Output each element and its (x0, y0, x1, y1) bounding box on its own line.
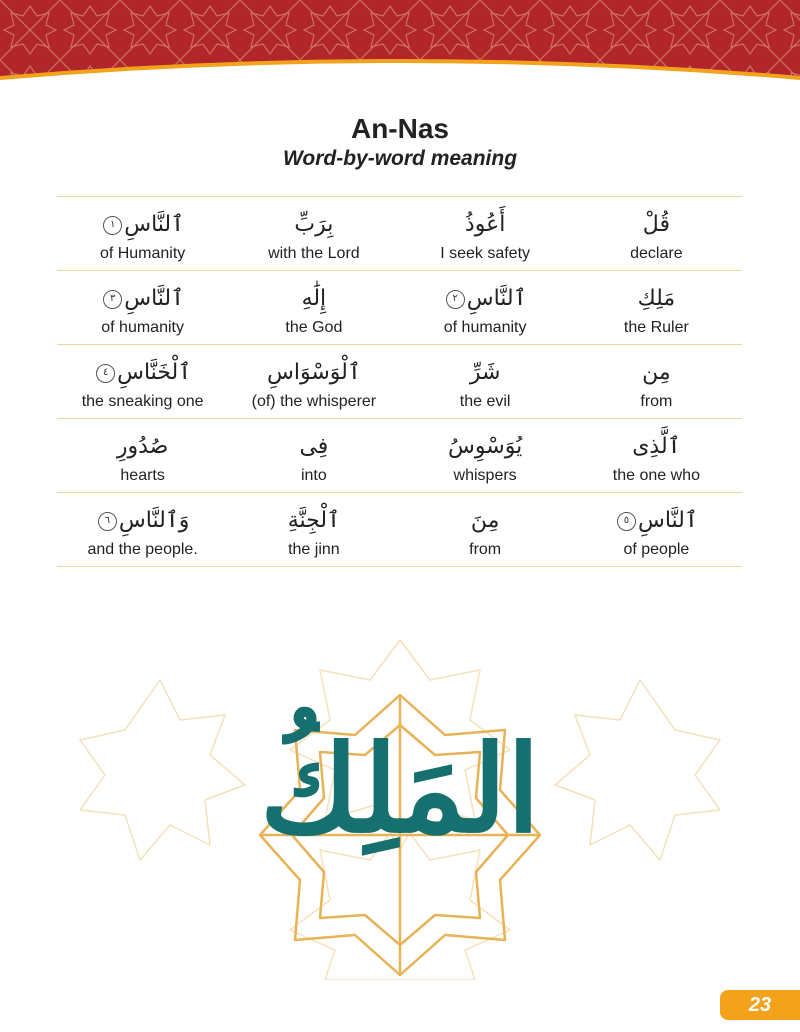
english-meaning: the Ruler (623, 319, 689, 336)
english-meaning: the evil (459, 393, 511, 410)
arabic-word: مِن (642, 360, 671, 385)
english-meaning: and the people. (87, 541, 198, 558)
word-cell (571, 197, 742, 270)
english-meaning: into (300, 467, 327, 484)
arabic-word: بِرَبِّ (294, 212, 334, 237)
word-cell (571, 419, 742, 492)
arabic-word: ٱلَّذِى (632, 434, 681, 459)
arabic-word: ٱلْخَنَّاسِ (117, 360, 192, 385)
word-cell (228, 493, 399, 566)
calligraphy-al-malik: المَلِكُ (259, 719, 541, 860)
arabic-word: أَعُوذُ (464, 212, 506, 237)
verse-number-icon: ٣ (103, 290, 122, 309)
english-meaning: of humanity (443, 319, 527, 336)
word-cell (57, 345, 228, 418)
verse-number-icon: ٥ (617, 512, 636, 531)
arabic-word: ٱلنَّاسِ (124, 286, 185, 311)
table-row (57, 419, 742, 493)
table-row (57, 271, 742, 345)
table-row (57, 345, 742, 419)
arabic-word: مَلِكِ (637, 286, 676, 311)
table-row (57, 493, 742, 567)
word-cell (400, 345, 571, 418)
word-cell (228, 271, 399, 344)
english-meaning: from (469, 541, 502, 558)
english-meaning: whispers (453, 467, 517, 484)
verse-number-icon: ٦ (98, 512, 117, 531)
arabic-word: ٱلْجِنَّةِ (287, 508, 340, 533)
word-cell (400, 419, 571, 492)
english-meaning: with the Lord (268, 245, 360, 262)
arabic-word: وَٱلنَّاسِ (118, 508, 190, 533)
word-cell (400, 493, 571, 566)
table-row (57, 197, 742, 271)
arabic-word: شَرِّ (469, 360, 501, 385)
header-pattern-band (0, 0, 800, 100)
english-meaning: I seek safety (440, 245, 531, 262)
arabic-word: ٱلنَّاسِ (466, 286, 527, 311)
word-meaning-table (57, 196, 742, 567)
english-meaning: the one who (612, 467, 700, 484)
verse-number-icon: ١ (103, 216, 122, 235)
word-cell (228, 345, 399, 418)
arabic-word: ٱلنَّاسِ (637, 508, 698, 533)
arabic-word: مِنَ (470, 508, 500, 533)
english-meaning: (of) the whisperer (251, 393, 377, 410)
english-meaning: hearts (120, 467, 165, 484)
english-meaning: of humanity (101, 319, 184, 336)
arabic-word: فِى (299, 434, 329, 459)
word-cell (571, 493, 742, 566)
english-meaning: the God (285, 319, 343, 336)
page-number-badge: 23 (720, 990, 800, 1020)
english-meaning: of Humanity (99, 245, 186, 262)
english-meaning: from (640, 393, 673, 410)
english-meaning: of people (623, 541, 690, 558)
word-cell (571, 271, 742, 344)
word-cell (571, 345, 742, 418)
word-cell (57, 493, 228, 566)
page-title: An-Nas (350, 113, 449, 144)
word-cell (228, 197, 399, 270)
arabic-word: ٱلنَّاسِ (124, 212, 185, 237)
verse-number-icon: ٤ (96, 364, 115, 383)
word-cell (57, 197, 228, 270)
english-meaning: declare (630, 245, 683, 262)
english-meaning: the jinn (288, 541, 340, 558)
arabic-word: قُلْ (642, 212, 670, 237)
word-cell (57, 271, 228, 344)
english-meaning: the sneaking one (81, 393, 204, 410)
arabic-word: يُوَسْوِسُ (448, 434, 523, 459)
arabic-word: إِلَٰهِ (301, 286, 327, 311)
word-cell (400, 197, 571, 270)
arabic-word: صُدُورِ (116, 434, 169, 459)
arabic-word: ٱلْوَسْوَاسِ (267, 360, 361, 385)
title-block (0, 112, 800, 172)
word-cell (57, 419, 228, 492)
page-subtitle: Word-by-word meaning (282, 147, 518, 170)
word-cell (400, 271, 571, 344)
verse-number-icon: ٢ (446, 290, 465, 309)
word-cell (228, 419, 399, 492)
